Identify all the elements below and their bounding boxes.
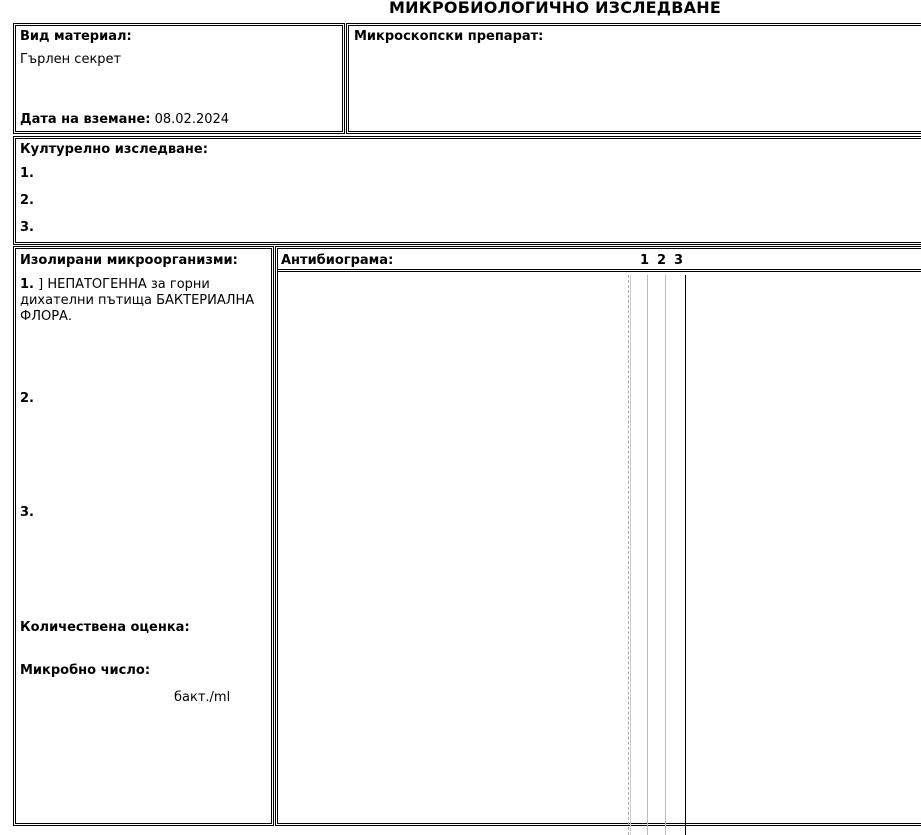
antibiogram-column-line	[630, 275, 631, 835]
antibiogram-col-1: 1	[640, 253, 650, 268]
isolate-2-number: 2.	[20, 391, 34, 406]
antibiogram-column-line	[628, 275, 629, 835]
isolate-3-number: 3.	[20, 505, 34, 520]
isolate-1-number: 1.	[20, 277, 34, 292]
isolate-1	[20, 277, 260, 325]
antibiogram-section	[275, 246, 921, 826]
material-value: Гърлен секрет	[20, 52, 122, 67]
material-section	[13, 23, 345, 134]
collection-date-label: Дата на вземане:	[20, 112, 151, 127]
antibiogram-col-3: 3	[674, 253, 684, 268]
collection-date-value: 08.02.2024	[154, 112, 230, 127]
quantitative-label: Количествена оценка:	[20, 620, 190, 635]
antibiogram-col-2: 2	[657, 253, 667, 268]
antibiogram-column-line	[647, 275, 648, 835]
culture-section	[13, 136, 921, 245]
culture-label: Културелно изследване:	[20, 142, 208, 157]
antibiogram-column-line	[685, 275, 686, 835]
microbial-count-unit: бакт./ml	[174, 690, 231, 705]
microbial-count-label: Микробно число:	[20, 663, 151, 678]
page-title: МИКРОБИОЛОГИЧНО ИЗСЛЕДВАНЕ	[389, 0, 721, 17]
antibiogram-header-rule	[278, 269, 921, 272]
material-label: Вид материал:	[20, 29, 132, 44]
culture-item-2: 2.	[20, 193, 34, 208]
isolates-label: Изолирани микроорганизми:	[20, 253, 238, 268]
isolate-1-text: ] НЕПАТОГЕННА за горни дихателни пътища БАКТЕРИАЛНА ФЛОРА.	[20, 277, 255, 324]
collection-date	[20, 112, 229, 128]
isolates-section	[13, 246, 274, 826]
microscopy-section	[346, 23, 921, 134]
antibiogram-label: Антибиограма:	[281, 253, 394, 268]
culture-item-3: 3.	[20, 220, 34, 235]
microscopy-label: Микроскопски препарат:	[354, 29, 544, 44]
culture-item-1: 1.	[20, 166, 34, 181]
antibiogram-column-line	[665, 275, 666, 835]
